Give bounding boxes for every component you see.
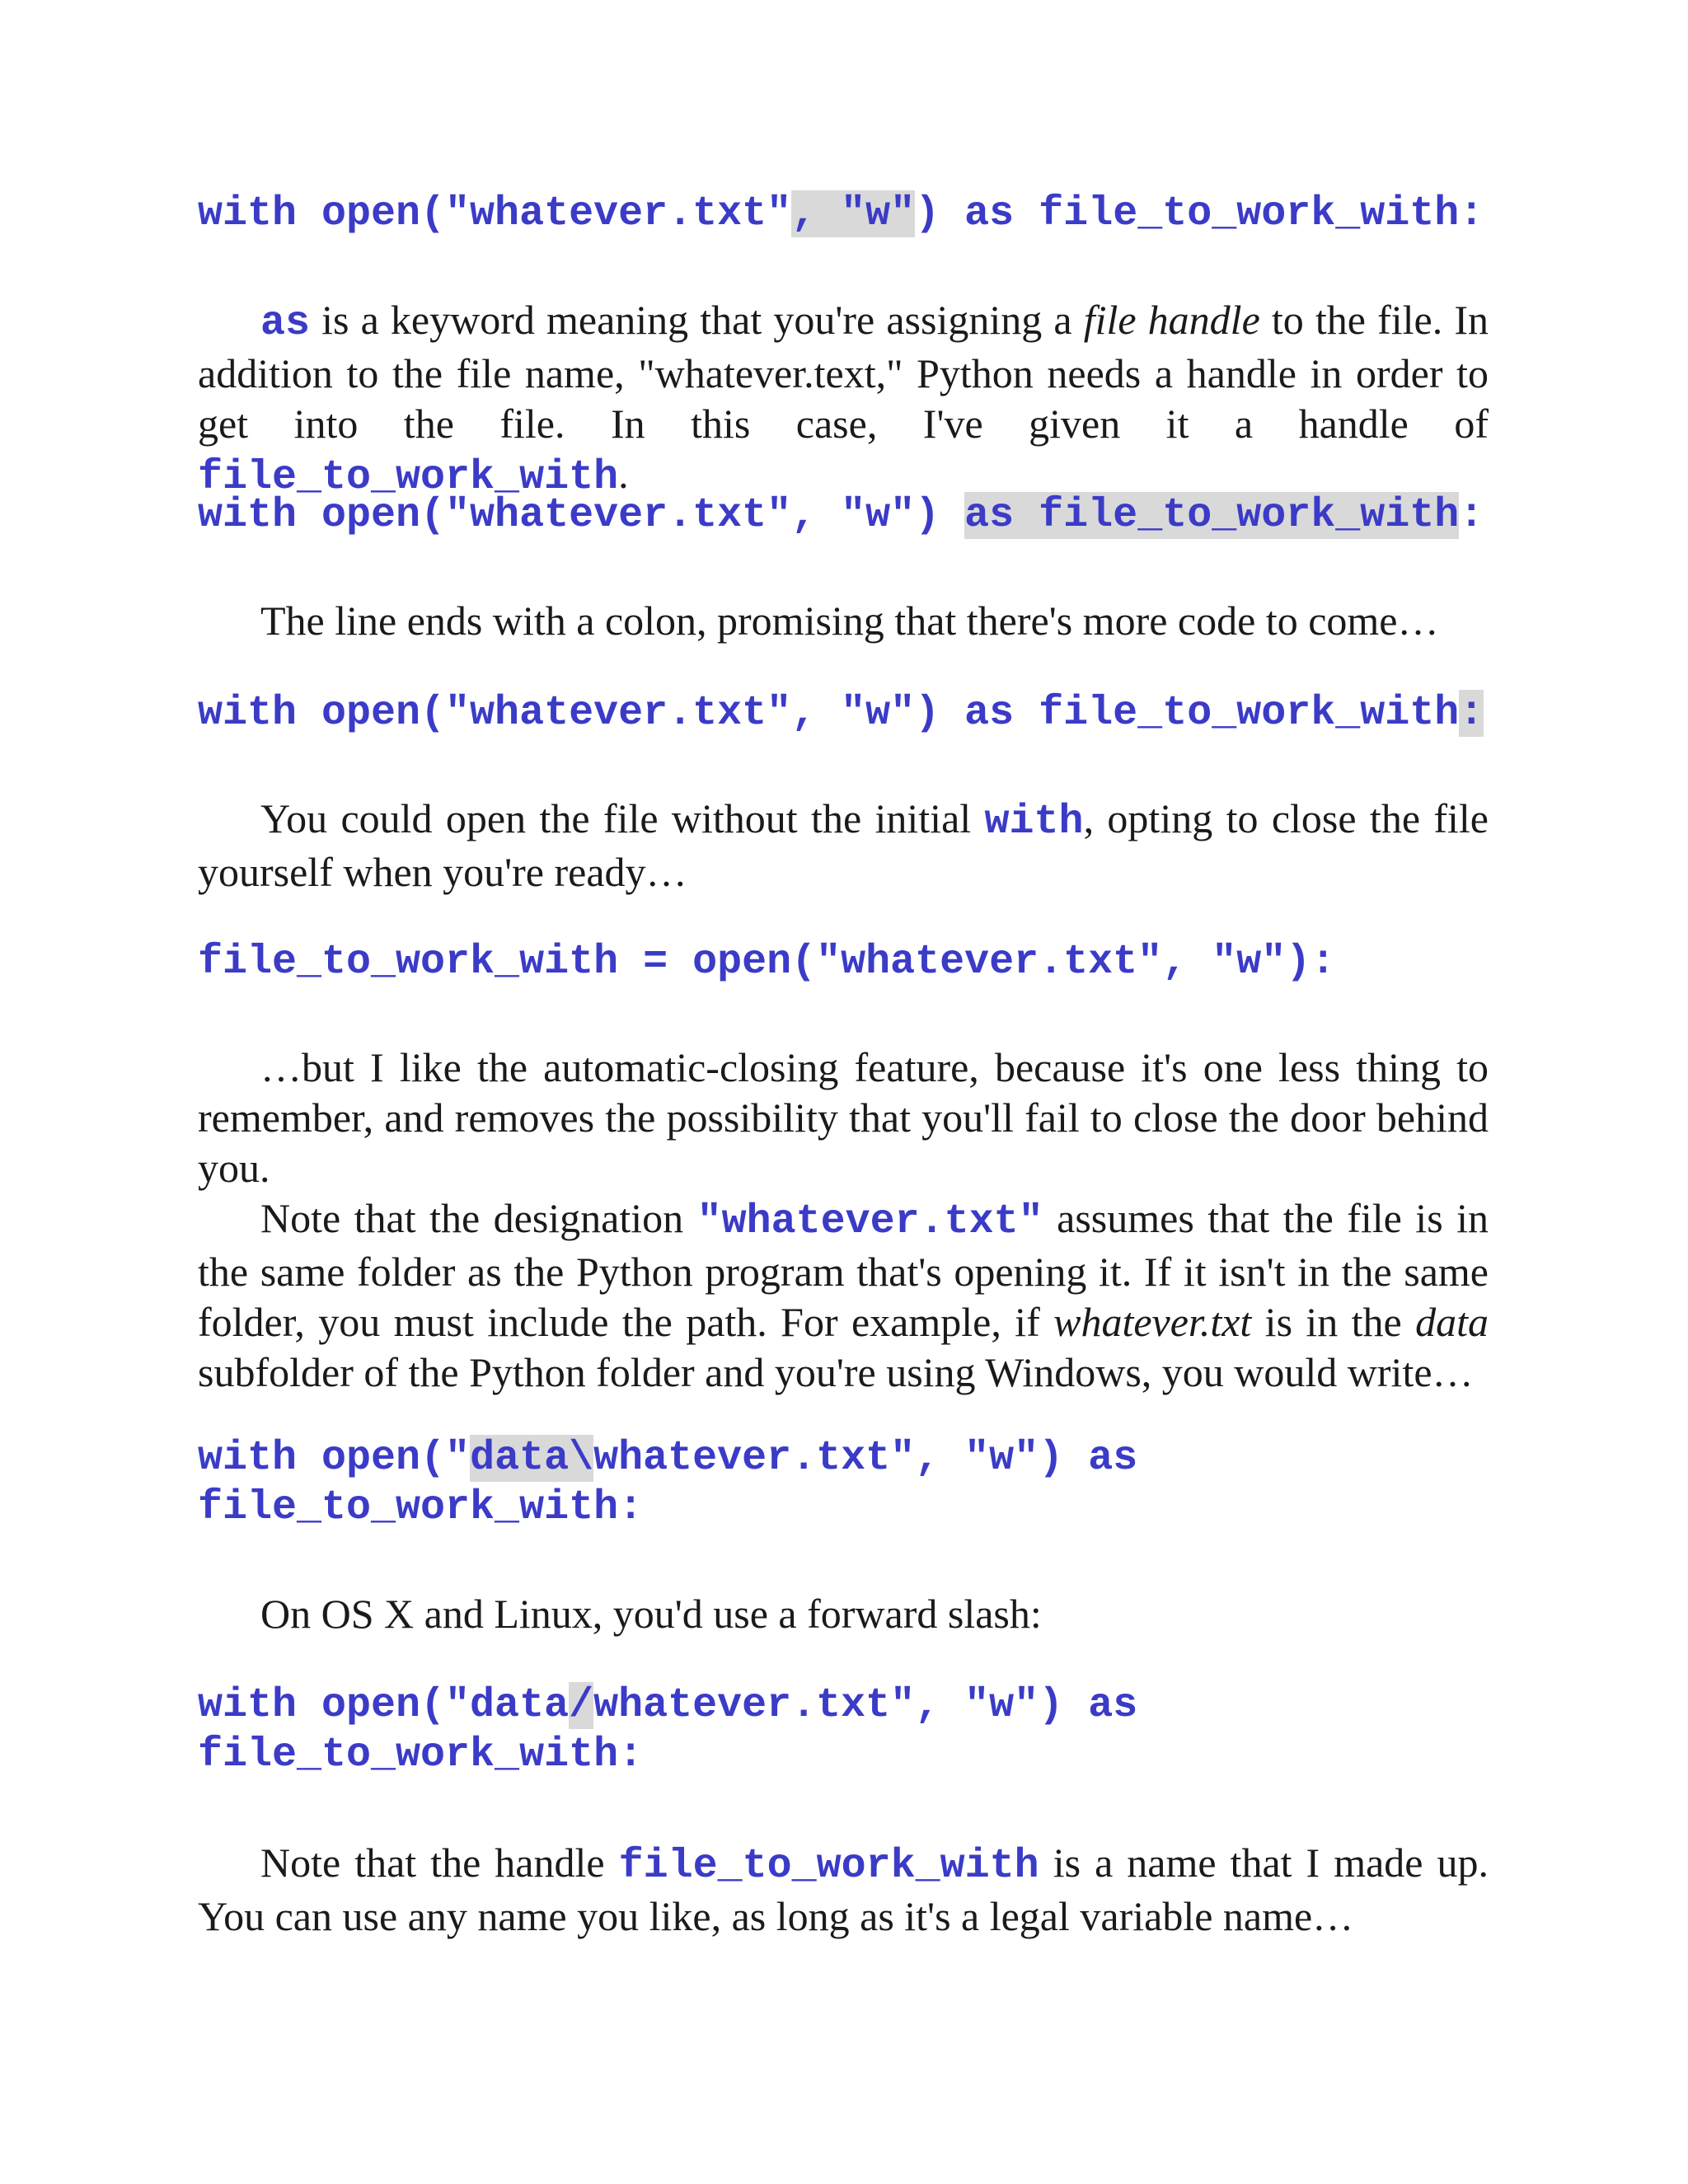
code-text: : (1459, 492, 1484, 539)
code-block-windows-path (198, 1434, 1137, 1533)
paragraph-text: is in the (1251, 1299, 1416, 1345)
code-text: whatever.txt", "w") as (593, 1682, 1138, 1729)
paragraph-text: is a keyword meaning that you're assigning a (310, 297, 1084, 343)
paragraph-group-path (198, 1043, 1489, 1398)
emphasis-filename: whatever.txt (1053, 1299, 1252, 1345)
code-highlight: as file_to_work_with (964, 492, 1460, 539)
code-text-line2: file_to_work_with: (198, 1732, 644, 1779)
code-highlight: data\ (470, 1435, 594, 1482)
paragraph-colon: The line ends with a colon, promising that there's more code to come… (260, 598, 1439, 644)
emphasis-file-handle: file handle (1083, 297, 1260, 343)
emphasis-data: data (1415, 1299, 1489, 1345)
paragraph-text: , opting to close the file yourself when you're ready… (198, 795, 1489, 895)
code-text: with open("whatever.txt" (198, 190, 792, 237)
paragraph-text: is a name that I made up. You can use any name you like, as long as it's a legal variable name… (198, 1840, 1489, 1939)
paragraph-text: You could open the file without the initial (260, 795, 985, 841)
code-text: with open("data (198, 1682, 570, 1729)
code-highlight: : (1459, 690, 1484, 737)
paragraph-text: Note that the designation (260, 1195, 697, 1241)
inline-code-filename: "whatever.txt" (696, 1198, 1043, 1245)
paragraph-text: Note that the handle (260, 1840, 619, 1886)
code-text: ) as file_to_work_with: (915, 190, 1484, 237)
paragraph-as-keyword (198, 295, 1489, 503)
code-text-line2: file_to_work_with: (198, 1484, 644, 1531)
code-highlight: / (569, 1682, 594, 1729)
paragraph-text: to the file. In addition to the file name, "whatever.text," Python needs a handle in order to get into the file. In this case, I've given it a handle of (198, 297, 1489, 447)
code-text: with open("whatever.txt", "w") as file_to_work_with (198, 690, 1460, 737)
paragraph-text: . (618, 451, 629, 497)
inline-code-handle: file_to_work_with (618, 1843, 1039, 1890)
code-line-with-open-colon-highlighted (198, 689, 1484, 738)
code-line-plain-open: file_to_work_with = open("whatever.txt", "w"): (198, 939, 1336, 986)
paragraph-text: subfolder of the Python folder and you're using Windows, you would write… (198, 1349, 1474, 1395)
inline-code-with: with (984, 799, 1084, 846)
inline-code-handle: file_to_work_with (198, 454, 619, 501)
paragraph-designation (198, 1193, 1489, 1398)
code-text: with open(" (198, 1435, 471, 1482)
inline-code-as: as (260, 300, 311, 347)
paragraph-handle-name (198, 1838, 1489, 1942)
code-text: whatever.txt", "w") as (593, 1435, 1138, 1482)
paragraph-without-with (198, 794, 1489, 898)
code-text: with open("whatever.txt", "w") (198, 492, 965, 539)
paragraph-forward-slash: On OS X and Linux, you'd use a forward slash: (260, 1591, 1042, 1637)
paragraph-automatic-closing: …but I like the automatic-closing feature, because it's one less thing to remember, and removes the possibility that you'll fail to close the door behind you. (198, 1044, 1489, 1191)
code-line-with-open-as-highlighted (198, 491, 1484, 541)
paragraph-text: assumes that the file is in the same folder as the Python program that's opening it. If it isn't in the same folder, you must include the path. For example, if (198, 1195, 1489, 1345)
code-highlight: , "w" (791, 190, 916, 237)
code-block-unix-path (198, 1681, 1137, 1780)
code-line-with-open-w-highlighted (198, 190, 1484, 239)
